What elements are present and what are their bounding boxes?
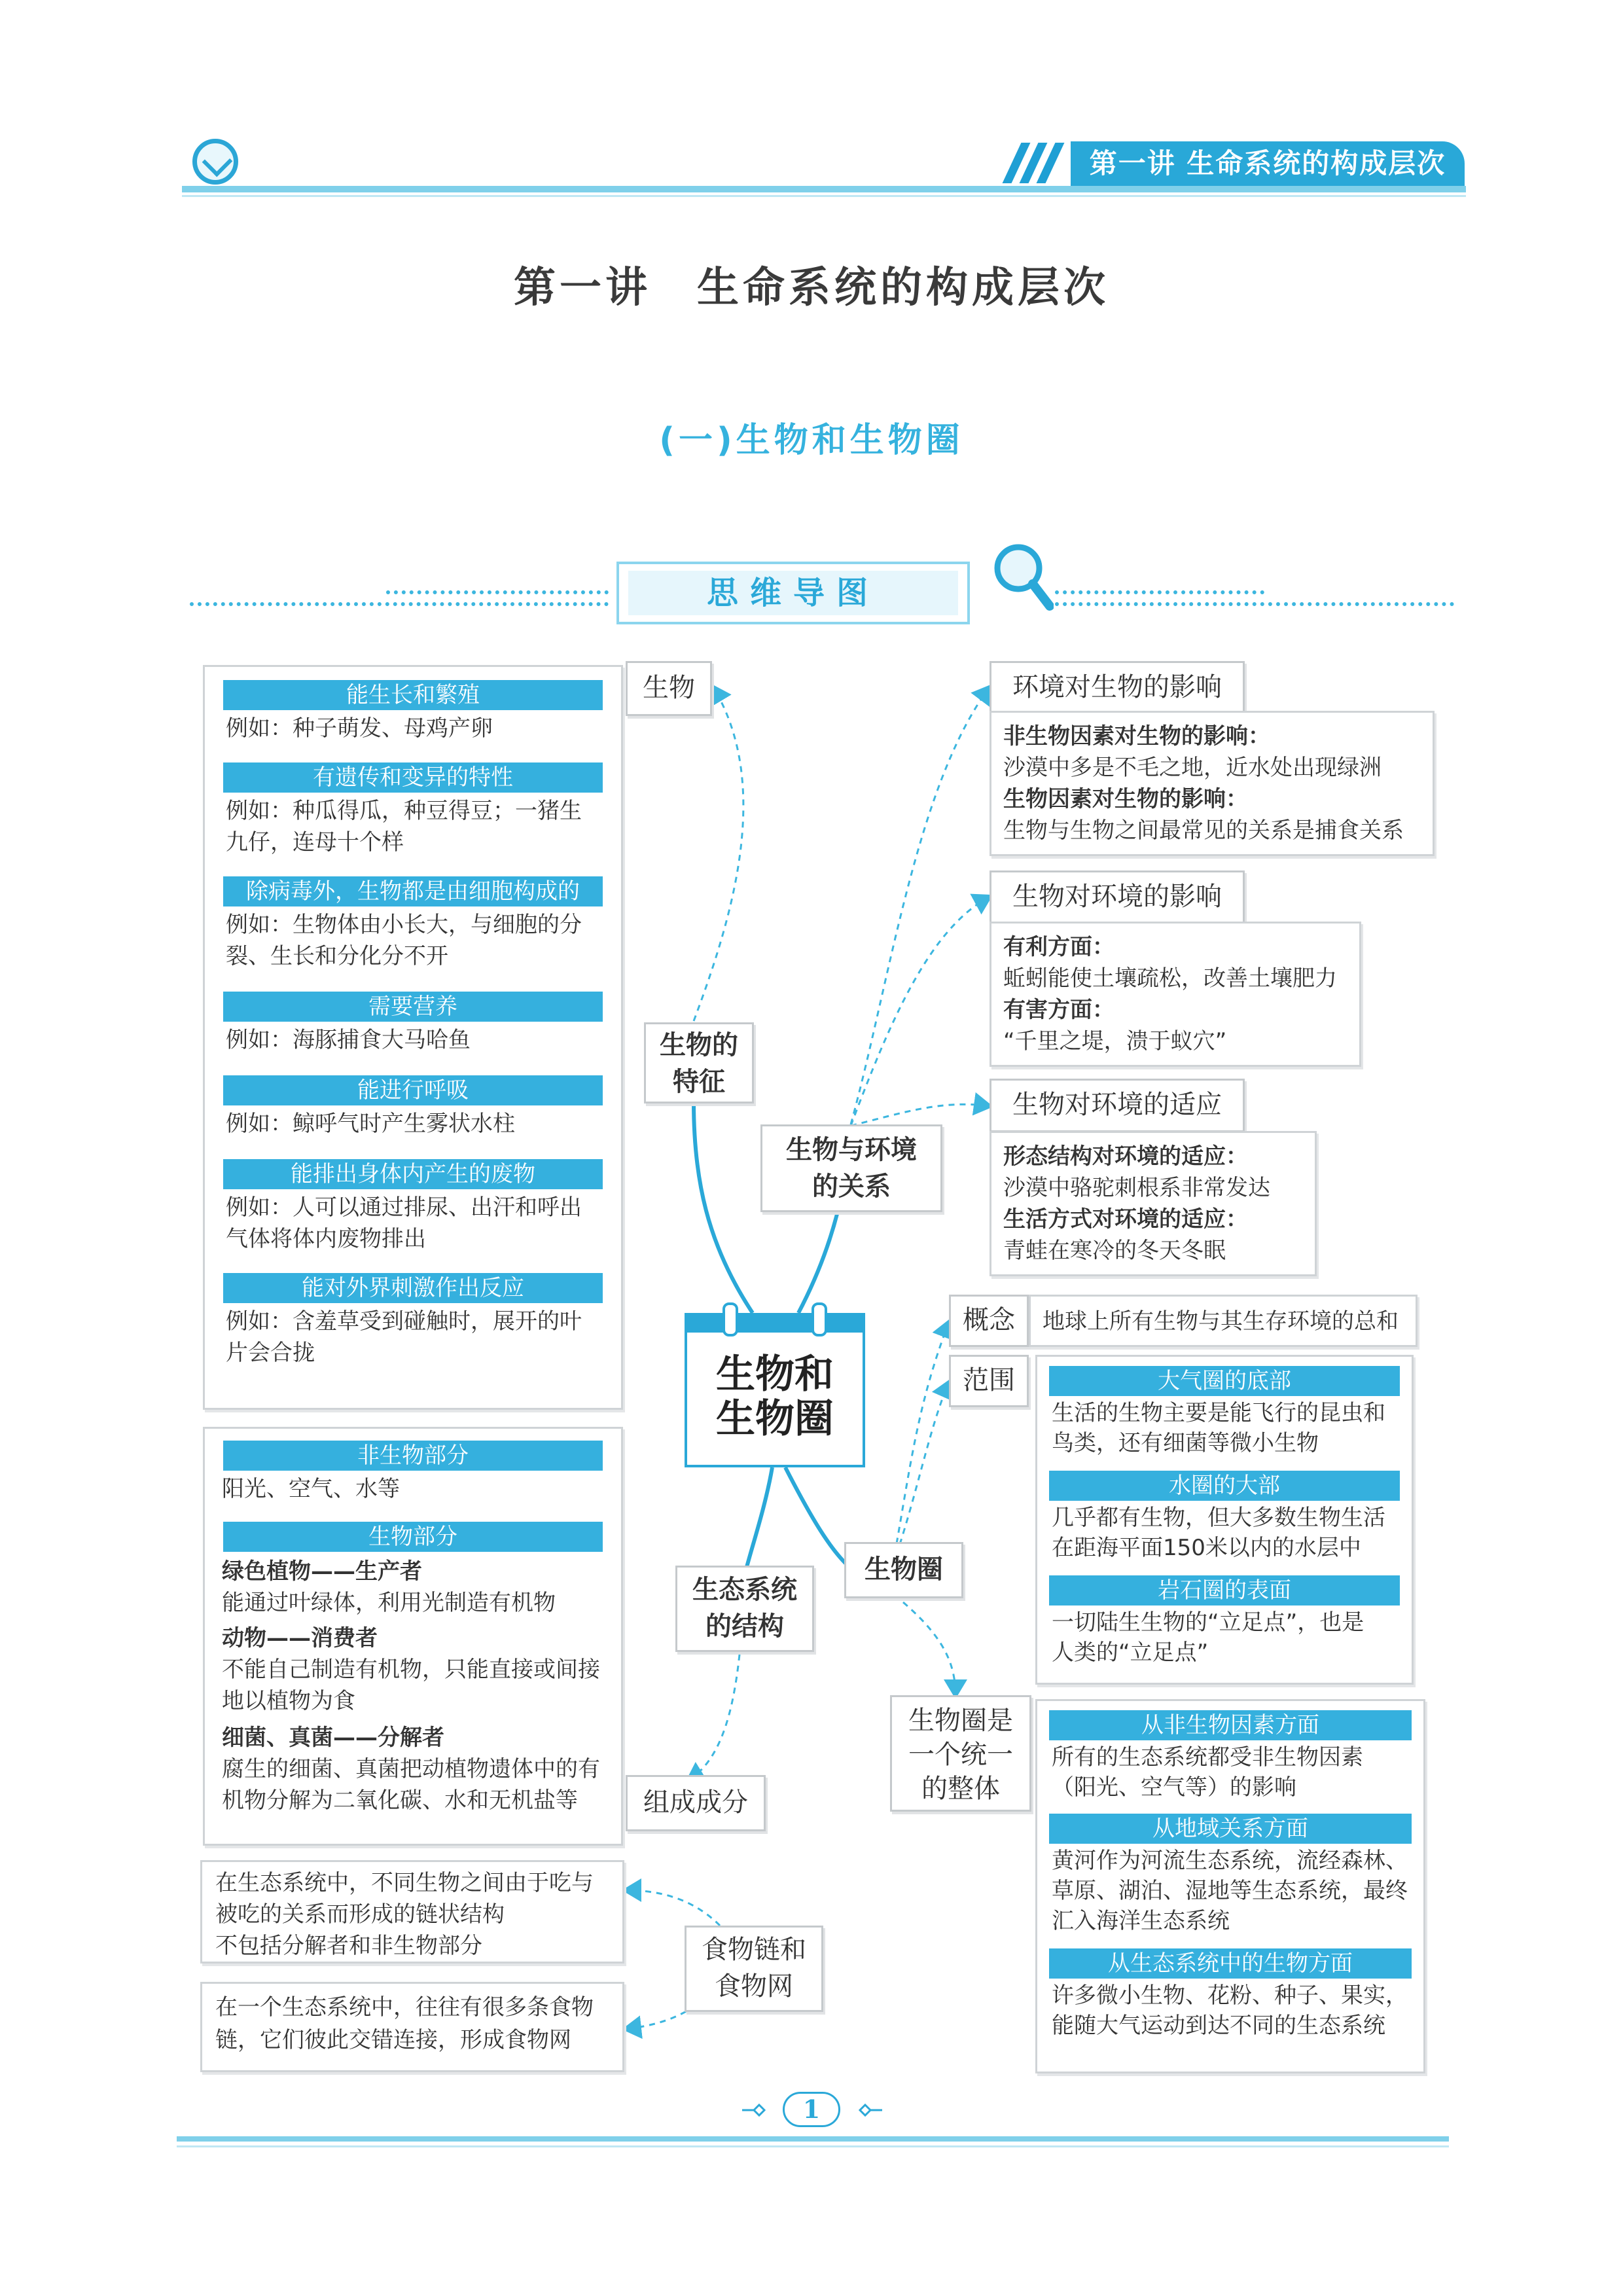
page-ornament-right — [846, 2102, 885, 2118]
food-web-panel — [200, 1982, 624, 2072]
whole-bar: 从非生物因素方面 — [1049, 1710, 1412, 1740]
whole-text: （阳光、空气等）的影响 — [1052, 1774, 1296, 1801]
range-text: 一切陆生生物的“立足点”，也是 — [1052, 1609, 1364, 1636]
node-organism: 生物 — [626, 661, 712, 716]
feature-bar: 需要营养 — [223, 992, 603, 1022]
decomposer-body: 腐生的细菌、真菌把动植物遗体中的有 — [222, 1756, 600, 1782]
whole-text: 汇入海洋生态系统 — [1052, 1908, 1230, 1934]
concept-panel — [1029, 1295, 1418, 1347]
producer-head: 绿色植物——生产者 — [222, 1558, 422, 1585]
node-food-chain-web: 食物链和 食物网 — [685, 1926, 823, 2012]
node-life-on-env: 生物对环境的影响 — [990, 870, 1245, 924]
range-text: 生活的生物主要是能飞行的昆虫和 — [1052, 1400, 1385, 1426]
whole-text: 黄河作为河流生态系统，流经森林、 — [1052, 1848, 1408, 1874]
whole-text: 许多微小生物、花粉、种子、果实， — [1052, 1982, 1408, 2009]
env-on-life-line: 沙漠中多是不毛之地，近水处出现绿洲 — [1003, 755, 1382, 781]
section-subtitle: (一)生物和生物圈 — [659, 421, 964, 460]
range-text: 鸟类，还有细菌等微小生物 — [1052, 1430, 1319, 1456]
feature-bar: 能生长和繁殖 — [223, 680, 603, 710]
food-chain-text: 不包括分解者和非生物部分 — [215, 1933, 482, 1959]
env-on-life-line: 生物因素对生物的影响： — [1003, 786, 1248, 812]
composition-panel — [203, 1427, 623, 1846]
food-chain-text: 在生态系统中，不同生物之间由于吃与 — [215, 1870, 594, 1896]
adaptation-line: 生活方式对环境的适应： — [1003, 1206, 1248, 1232]
feature-example: 例如：人可以通过排尿、出汗和呼出 — [226, 1194, 582, 1221]
food-chain-text: 被吃的关系而形成的链状结构 — [215, 1901, 505, 1928]
page-number: 1 — [783, 2092, 840, 2127]
range-bar: 岩石圈的表面 — [1049, 1575, 1400, 1605]
branch-ecosystem-structure: 生态系统 的结构 — [675, 1566, 814, 1652]
env-on-life-panel — [990, 711, 1435, 856]
consumer-body: 地以植物为食 — [222, 1688, 355, 1714]
feature-bar: 有遗传和变异的特性 — [223, 762, 603, 793]
feature-example: 例如：种瓜得瓜，种豆得豆；一猪生 — [226, 798, 582, 824]
feature-example: 例如：含羞草受到碰触时，展开的叶 — [226, 1308, 582, 1335]
whole-bar: 从地域关系方面 — [1049, 1814, 1412, 1844]
decomposer-body: 机物分解为二氧化碳、水和无机盐等 — [222, 1787, 578, 1814]
adaptation-line: 沙漠中骆驼刺根系非常发达 — [1003, 1175, 1270, 1201]
composition-bar-abiotic: 非生物部分 — [223, 1441, 603, 1471]
feature-bar: 能进行呼吸 — [223, 1075, 603, 1105]
node-unified-whole: 生物圈是 一个统一 的整体 — [890, 1695, 1031, 1812]
footer-rule-thin — [177, 2145, 1449, 2147]
consumer-body: 不能自己制造有机物，只能直接或间接 — [222, 1657, 600, 1683]
page-title: 第一讲 生命系统的构成层次 — [514, 263, 1109, 312]
branch-features: 生物的 特征 — [644, 1022, 754, 1103]
feature-example: 例如：鲸呼气时产生雾状水柱 — [226, 1111, 515, 1137]
branch-relation: 生物与环境 的关系 — [760, 1124, 942, 1212]
range-text: 几乎都有生物，但大多数生物生活 — [1052, 1505, 1385, 1531]
node-env-on-life: 环境对生物的影响 — [990, 661, 1245, 715]
feature-bar: 能排出身体内产生的废物 — [223, 1159, 603, 1189]
food-web-text: 在一个生态系统中，往往有很多条食物 — [215, 1994, 594, 2020]
producer-body: 能通过叶绿体，利用光制造有机物 — [222, 1590, 556, 1616]
node-concept: 概念 — [949, 1295, 1029, 1347]
feature-example: 例如：生物体由小长大，与细胞的分 — [226, 912, 582, 938]
page-ornament-left — [740, 2102, 779, 2118]
range-panel — [1035, 1355, 1414, 1685]
life-on-env-line: 有害方面： — [1003, 997, 1115, 1023]
whole-text: 能随大气运动到达不同的生态系统 — [1052, 2013, 1385, 2039]
footer-rule — [177, 2136, 1449, 2142]
header-chapter-tab: 第一讲 生命系统的构成层次 — [1071, 141, 1465, 186]
life-on-env-line: 蚯蚓能使土壤疏松，改善土壤肥力 — [1003, 965, 1337, 992]
range-text: 在距海平面150米以内的水层中 — [1052, 1535, 1361, 1561]
feature-bar: 除病毒外，生物都是由细胞构成的 — [223, 876, 603, 906]
range-text: 人类的“立足点” — [1052, 1640, 1209, 1666]
adaptation-panel — [990, 1131, 1317, 1276]
composition-bar-biotic: 生物部分 — [223, 1522, 603, 1552]
feature-example: 气体将体内废物排出 — [226, 1226, 426, 1252]
feature-example: 例如：种子萌发、母鸡产卵 — [226, 715, 493, 742]
range-bar: 水圈的大部 — [1049, 1471, 1400, 1501]
node-components: 组成成分 — [626, 1775, 766, 1831]
center-label: 生物和 生物圈 — [716, 1352, 834, 1442]
feature-example: 片会合拢 — [226, 1340, 315, 1366]
features-panel — [203, 665, 623, 1410]
range-bar: 大气圈的底部 — [1049, 1366, 1400, 1396]
node-range: 范围 — [949, 1355, 1029, 1407]
feature-example: 例如：海豚捕食大马哈鱼 — [226, 1027, 471, 1053]
node-adaptation: 生物对环境的适应 — [990, 1079, 1245, 1132]
decomposer-head: 细菌、真菌——分解者 — [222, 1725, 444, 1751]
food-web-text: 链，它们彼此交错连接，形成食物网 — [215, 2027, 571, 2053]
whole-text: 所有的生态系统都受非生物因素 — [1052, 1744, 1363, 1770]
concept-text: 地球上所有生物与其生存环境的总和 — [1043, 1308, 1399, 1335]
center-node — [685, 1313, 865, 1467]
consumer-head: 动物——消费者 — [222, 1625, 378, 1651]
branch-biosphere: 生物圈 — [844, 1542, 963, 1598]
whole-text: 草原、湖泊、湿地等生态系统，最终 — [1052, 1878, 1408, 1904]
composition-abiotic-text: 阳光、空气、水等 — [222, 1476, 400, 1502]
mindmap-banner-label: 思维导图 — [628, 571, 958, 615]
feature-example: 九仔，连母十个样 — [226, 829, 404, 855]
food-chain-panel — [200, 1860, 624, 1964]
life-on-env-line: 有利方面： — [1003, 934, 1115, 960]
env-on-life-line: 生物与生物之间最常见的关系是捕食关系 — [1003, 817, 1404, 844]
life-on-env-panel — [990, 922, 1361, 1067]
feature-bar: 能对外界刺激作出反应 — [223, 1273, 603, 1303]
adaptation-line: 形态结构对环境的适应： — [1003, 1143, 1248, 1170]
life-on-env-line: “千里之堤，溃于蚁穴” — [1003, 1028, 1227, 1054]
feature-example: 裂、生长和分化分不开 — [226, 943, 448, 969]
env-on-life-line: 非生物因素对生物的影响： — [1003, 723, 1270, 749]
adaptation-line: 青蛙在寒冷的冬天冬眠 — [1003, 1238, 1226, 1264]
whole-panel — [1035, 1699, 1425, 2073]
whole-bar: 从生态系统中的生物方面 — [1049, 1948, 1412, 1979]
